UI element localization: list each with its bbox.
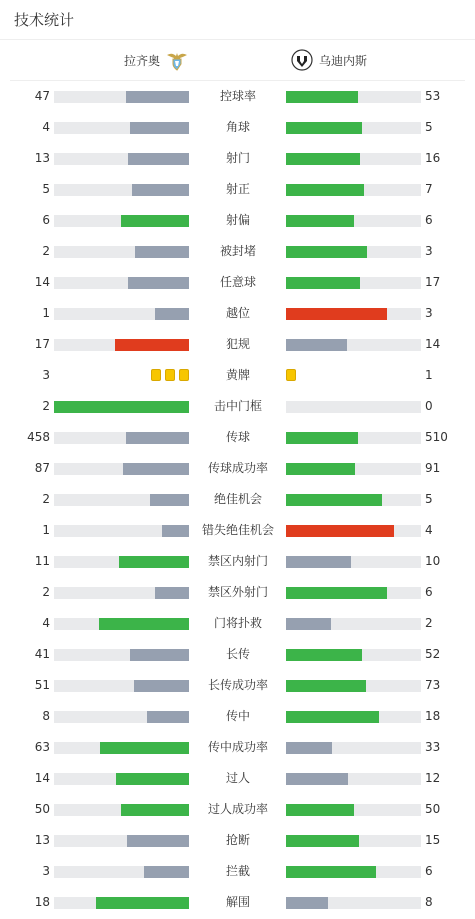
away-stat-bar [286, 680, 421, 692]
away-stat-bar [286, 122, 421, 134]
away-stat-value: 73 [425, 678, 441, 692]
lazio-eagle-logo-icon [166, 49, 188, 71]
away-stat-value: 10 [425, 554, 441, 568]
away-stat-bar-fill [286, 587, 387, 599]
stat-label: 绝佳机会 [213, 492, 262, 506]
home-stat-bar [54, 897, 189, 909]
home-stat-bar-fill [144, 866, 189, 878]
stat-row [0, 174, 475, 205]
away-stat-bar-fill [286, 308, 387, 320]
away-stat-bar [286, 587, 421, 599]
home-stat-bar [54, 711, 189, 723]
away-stat-bar-fill [286, 122, 362, 134]
away-stat-bar [286, 494, 421, 506]
stat-label: 拦截 [225, 864, 250, 878]
stat-row [0, 546, 475, 577]
stat-row [0, 577, 475, 608]
stat-label: 越位 [225, 306, 250, 320]
away-stat-value: 4 [425, 523, 433, 537]
away-stat-bar [286, 835, 421, 847]
home-stat-value: 63 [34, 740, 50, 754]
away-stat-bar [286, 711, 421, 723]
stat-label: 传球成功率 [207, 461, 268, 475]
away-stat-value: 6 [425, 864, 433, 878]
stat-row [0, 422, 475, 453]
away-stat-value: 1 [425, 368, 433, 382]
away-stat-bar-fill [286, 184, 364, 196]
stat-label: 解围 [225, 895, 250, 909]
home-stat-value: 18 [34, 895, 50, 909]
stat-label: 控球率 [219, 89, 256, 103]
stat-row [0, 267, 475, 298]
header-bar [0, 0, 475, 40]
away-stat-bar-fill [286, 339, 347, 351]
away-stat-bar [286, 246, 421, 258]
home-team[interactable] [124, 40, 188, 80]
stat-row [0, 515, 475, 546]
home-stat-bar [54, 215, 189, 227]
home-stat-value: 51 [34, 678, 50, 692]
home-team-name: 拉齐奥 [124, 53, 161, 68]
home-stat-value: 3 [42, 368, 50, 382]
stat-label: 过人 [225, 771, 250, 785]
away-stat-bar [286, 742, 421, 754]
home-stat-bar-fill [54, 401, 189, 413]
home-stat-bar [54, 432, 189, 444]
home-stat-bar [54, 680, 189, 692]
home-stat-bar-fill [121, 804, 189, 816]
away-stat-bar-fill [286, 773, 348, 785]
away-stat-bar-fill [286, 153, 360, 165]
away-team[interactable] [291, 40, 367, 80]
stat-label: 犯规 [225, 337, 250, 351]
home-stat-bar-fill [147, 711, 189, 723]
away-stat-value: 52 [425, 647, 441, 661]
home-stat-value: 4 [42, 120, 50, 134]
stat-row [0, 639, 475, 670]
away-stat-bar [286, 525, 421, 537]
stat-row [0, 732, 475, 763]
home-stat-bar-fill [155, 308, 189, 320]
away-stat-bar [286, 618, 421, 630]
home-stat-bar-fill [130, 122, 189, 134]
away-stat-bar-fill [286, 742, 332, 754]
home-stat-bar-fill [119, 556, 189, 568]
away-stat-value: 33 [425, 740, 441, 754]
stat-row [0, 112, 475, 143]
stat-label: 任意球 [219, 275, 256, 289]
yellow-card-icon [179, 369, 189, 381]
home-stat-value: 87 [34, 461, 50, 475]
stat-row [0, 329, 475, 360]
home-stat-value: 2 [42, 244, 50, 258]
home-stat-bar [54, 866, 189, 878]
home-stat-value: 14 [34, 275, 50, 289]
stat-row [0, 143, 475, 174]
away-stat-value: 2 [425, 616, 433, 630]
stat-label: 过人成功率 [207, 802, 268, 816]
home-stat-value: 1 [42, 523, 50, 537]
away-stat-bar-fill [286, 835, 359, 847]
home-stat-bar-fill [116, 773, 189, 785]
away-stat-value: 5 [425, 492, 433, 506]
stat-row [0, 360, 475, 391]
stat-label: 传中成功率 [207, 740, 268, 754]
home-stat-value: 2 [42, 399, 50, 413]
away-stat-value: 18 [425, 709, 441, 723]
home-stat-bar-fill [132, 184, 189, 196]
yellow-card-icon [286, 369, 296, 381]
away-stat-bar [286, 184, 421, 196]
home-stat-bar [54, 804, 189, 816]
stat-label: 黄牌 [225, 368, 250, 382]
home-stat-bar [54, 153, 189, 165]
home-stat-value: 8 [42, 709, 50, 723]
away-stat-bar-fill [286, 804, 354, 816]
home-stat-bar-fill [155, 587, 189, 599]
stat-row [0, 81, 475, 112]
home-stat-bar-fill [96, 897, 189, 909]
away-stat-bar-fill [286, 432, 358, 444]
stats-list [0, 81, 475, 918]
away-stat-bar [286, 339, 421, 351]
away-stat-bar [286, 91, 421, 103]
away-stat-bar-fill [286, 649, 362, 661]
away-stat-value: 510 [425, 430, 448, 444]
home-stat-value: 3 [42, 864, 50, 878]
away-stat-bar-fill [286, 215, 354, 227]
home-stat-value: 1 [42, 306, 50, 320]
stat-row [0, 484, 475, 515]
stat-row [0, 794, 475, 825]
home-stat-value: 458 [27, 430, 50, 444]
away-stat-bar [286, 804, 421, 816]
home-stat-bar-fill [100, 742, 189, 754]
away-stat-value: 3 [425, 244, 433, 258]
home-stat-value: 14 [34, 771, 50, 785]
stat-label: 传球 [225, 430, 250, 444]
yellow-card-icon [151, 369, 161, 381]
away-stat-bar-fill [286, 618, 331, 630]
home-stat-bar-fill [99, 618, 189, 630]
home-stat-bar [54, 525, 189, 537]
home-stat-bar-fill [130, 649, 189, 661]
home-stat-value: 2 [42, 585, 50, 599]
home-stat-value: 11 [34, 554, 50, 568]
away-stat-value: 16 [425, 151, 441, 165]
away-yellow-cards [286, 369, 296, 381]
home-stat-bar-fill [121, 215, 189, 227]
away-stat-bar [286, 649, 421, 661]
stat-row [0, 453, 475, 484]
home-stat-bar-fill [123, 463, 189, 475]
away-stat-bar [286, 897, 421, 909]
home-stat-bar [54, 618, 189, 630]
away-stat-bar-fill [286, 525, 394, 537]
away-stat-bar-fill [286, 494, 382, 506]
home-stat-value: 41 [34, 647, 50, 661]
home-stat-bar-fill [128, 153, 189, 165]
away-stat-value: 5 [425, 120, 433, 134]
away-stat-bar [286, 277, 421, 289]
home-stat-bar [54, 246, 189, 258]
away-stat-bar-fill [286, 463, 355, 475]
home-stat-value: 17 [34, 337, 50, 351]
stat-row [0, 298, 475, 329]
away-stat-value: 15 [425, 833, 441, 847]
stat-label: 门将扑救 [213, 616, 262, 630]
stat-row [0, 205, 475, 236]
home-stat-bar-fill [162, 525, 189, 537]
home-stat-bar [54, 401, 189, 413]
stat-row [0, 856, 475, 887]
home-stat-bar [54, 91, 189, 103]
stat-label: 被封堵 [219, 244, 256, 258]
home-stat-bar [54, 494, 189, 506]
away-stat-bar-fill [286, 680, 366, 692]
home-stat-value: 6 [42, 213, 50, 227]
away-stat-value: 14 [425, 337, 441, 351]
stat-label: 抢断 [225, 833, 250, 847]
yellow-card-icon [165, 369, 175, 381]
away-stat-bar-fill [286, 866, 376, 878]
home-stat-bar [54, 184, 189, 196]
page-title: 技术统计 [14, 11, 75, 29]
away-stat-bar-fill [286, 246, 367, 258]
stat-row [0, 701, 475, 732]
home-stat-bar-fill [150, 494, 189, 506]
away-stat-bar [286, 153, 421, 165]
stat-label: 射正 [225, 182, 250, 196]
away-stat-bar-fill [286, 556, 351, 568]
home-stat-bar-fill [126, 432, 189, 444]
stat-row [0, 236, 475, 267]
away-stat-bar [286, 463, 421, 475]
home-stat-bar [54, 277, 189, 289]
home-stat-value: 13 [34, 833, 50, 847]
home-stat-value: 5 [42, 182, 50, 196]
home-stat-bar [54, 556, 189, 568]
home-stat-bar-fill [134, 680, 189, 692]
home-stat-bar [54, 308, 189, 320]
stat-label: 长传 [225, 647, 250, 661]
home-stat-bar [54, 649, 189, 661]
home-stat-bar [54, 122, 189, 134]
away-stat-value: 12 [425, 771, 441, 785]
away-stat-value: 91 [425, 461, 441, 475]
away-stat-bar-fill [286, 91, 358, 103]
home-stat-value: 2 [42, 492, 50, 506]
away-stat-value: 53 [425, 89, 441, 103]
away-stat-value: 7 [425, 182, 433, 196]
stat-row [0, 887, 475, 918]
home-stat-bar-fill [126, 91, 189, 103]
stat-label: 角球 [225, 120, 250, 134]
home-stat-value: 47 [34, 89, 50, 103]
home-stat-bar [54, 463, 189, 475]
away-stat-bar [286, 773, 421, 785]
away-stat-value: 50 [425, 802, 441, 816]
away-stat-bar [286, 866, 421, 878]
away-stat-bar-fill [286, 897, 328, 909]
stat-row [0, 608, 475, 639]
stat-row [0, 391, 475, 422]
stat-label: 禁区内射门 [207, 554, 268, 568]
stat-label: 禁区外射门 [207, 585, 268, 599]
stat-label: 传中 [225, 709, 250, 723]
home-stat-bar [54, 835, 189, 847]
home-stat-bar-fill [128, 277, 189, 289]
home-stat-value: 13 [34, 151, 50, 165]
stat-label: 长传成功率 [207, 678, 268, 692]
home-stat-value: 50 [34, 802, 50, 816]
away-stat-value: 3 [425, 306, 433, 320]
home-stat-bar-fill [135, 246, 189, 258]
away-stat-bar [286, 215, 421, 227]
stat-label: 射偏 [225, 213, 250, 227]
away-stat-value: 6 [425, 585, 433, 599]
away-stat-bar [286, 432, 421, 444]
away-stat-bar [286, 556, 421, 568]
home-stat-bar [54, 773, 189, 785]
stat-row [0, 825, 475, 856]
home-stat-bar-fill [127, 835, 189, 847]
away-stat-value: 17 [425, 275, 441, 289]
away-stat-value: 8 [425, 895, 433, 909]
team-header [0, 40, 475, 80]
away-stat-bar [286, 308, 421, 320]
away-stat-bar [286, 401, 421, 413]
stat-label: 击中门框 [213, 399, 262, 413]
away-stat-bar-fill [286, 277, 360, 289]
home-stat-value: 4 [42, 616, 50, 630]
stat-label: 错失绝佳机会 [201, 523, 274, 537]
stat-label: 射门 [225, 151, 250, 165]
home-stat-bar [54, 339, 189, 351]
stat-row [0, 670, 475, 701]
home-stat-bar [54, 742, 189, 754]
home-stat-bar-fill [115, 339, 189, 351]
udinese-shield-logo-icon [291, 49, 313, 71]
away-team-name: 乌迪内斯 [319, 53, 368, 68]
home-yellow-cards [151, 369, 189, 381]
stat-row [0, 763, 475, 794]
away-stat-bar-fill [286, 711, 379, 723]
away-stat-value: 0 [425, 399, 433, 413]
away-stat-value: 6 [425, 213, 433, 227]
home-stat-bar [54, 587, 189, 599]
